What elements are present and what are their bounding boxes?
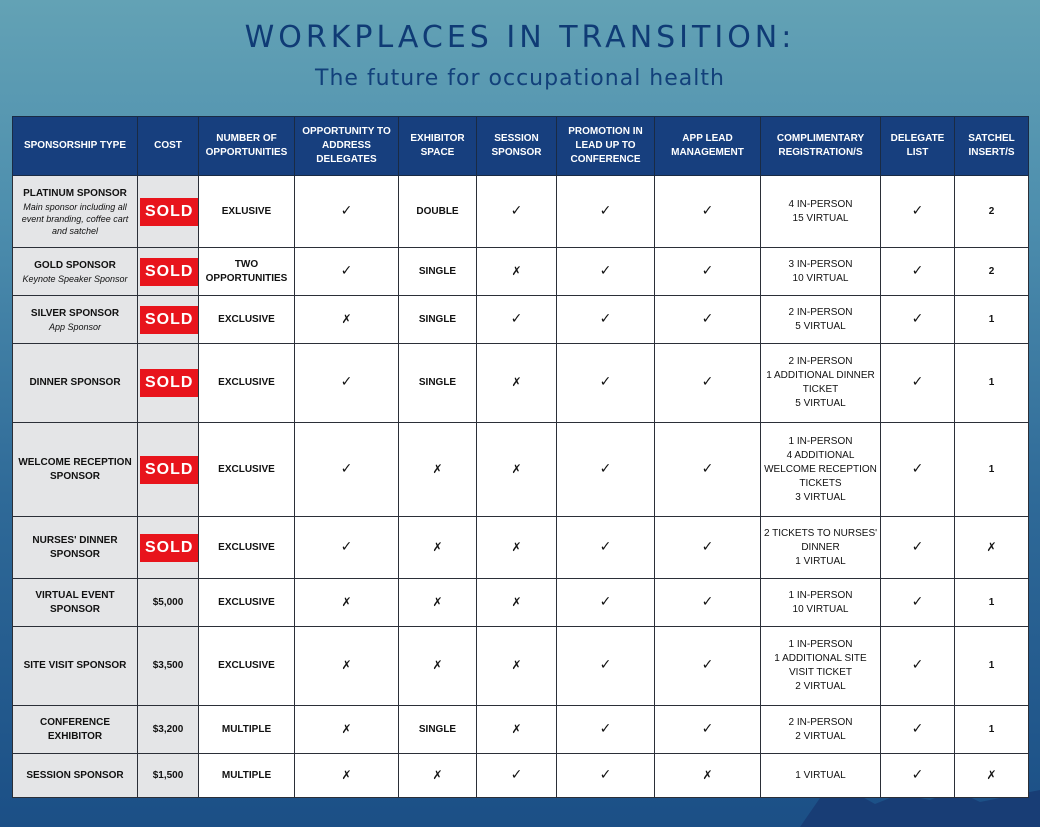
promotion-cell [557, 423, 655, 517]
app-lead-cell [655, 423, 761, 517]
promotion-cell [557, 248, 655, 296]
check-icon: ✓ [701, 720, 714, 737]
table-row [13, 754, 1029, 798]
cell-value: TWO OPPORTUNITIES [205, 258, 288, 284]
registration-cell [761, 517, 881, 579]
registration-line: 2 TICKETS TO NURSES' DINNER [763, 527, 878, 553]
address-delegates-cell [295, 344, 399, 423]
satchel-insert-cell [955, 296, 1029, 344]
registration-line: 2 IN-PERSON [788, 306, 853, 318]
check-icon: ✓ [911, 720, 924, 737]
promotion-cell [557, 579, 655, 627]
session-sponsor-cell [477, 423, 557, 517]
satchel-insert-cell [955, 176, 1029, 248]
cost-cell [138, 579, 199, 627]
cell-value: EXCLUSIVE [218, 596, 275, 608]
cross-icon: ✗ [511, 658, 522, 672]
check-icon: ✓ [701, 460, 714, 477]
column-header: APP LEAD MANAGEMENT [655, 117, 761, 176]
promotion-cell [557, 517, 655, 579]
cell-value: 2 [988, 265, 995, 277]
exhibitor-space-cell [399, 344, 477, 423]
exhibitor-space-cell [399, 248, 477, 296]
opportunities-cell [199, 627, 295, 706]
cell-value: MULTIPLE [221, 769, 272, 781]
cost-value: $1,500 [152, 769, 184, 781]
check-icon: ✓ [599, 310, 612, 327]
address-delegates-cell [295, 754, 399, 798]
exhibitor-space-cell [399, 754, 477, 798]
cell-value: SINGLE [418, 723, 457, 735]
check-icon: ✓ [701, 374, 714, 390]
exhibitor-space-cell [399, 627, 477, 706]
page-header [0, 0, 1040, 112]
cell-value: SINGLE [418, 265, 457, 277]
opportunities-cell [199, 754, 295, 798]
promotion-cell [557, 754, 655, 798]
cross-icon: ✗ [511, 721, 522, 736]
sponsorship-type-description: Keynote Speaker Sponsor [22, 273, 128, 284]
column-header: SPONSORSHIP TYPE [13, 117, 138, 176]
address-delegates-cell [295, 423, 399, 517]
cross-icon: ✗ [986, 539, 997, 554]
table-body [13, 176, 1029, 798]
check-icon: ✓ [599, 374, 612, 390]
check-icon: ✓ [599, 720, 612, 737]
delegate-list-cell [881, 627, 955, 706]
column-header: OPPORTUNITY TO ADDRESS DELEGATES [295, 117, 399, 176]
promotion-cell [557, 706, 655, 754]
registration-cell [761, 579, 881, 627]
satchel-insert-cell [955, 579, 1029, 627]
session-sponsor-cell [477, 754, 557, 798]
sponsorship-type-description: App Sponsor [48, 321, 102, 332]
sponsorship-type-cell [13, 579, 138, 627]
registration-line: 5 VIRTUAL [795, 320, 846, 332]
opportunities-cell [199, 517, 295, 579]
page-subtitle: The future for occupational health [315, 66, 725, 91]
table-row [13, 248, 1029, 296]
sponsorship-type-cell [13, 706, 138, 754]
registration-line: 10 VIRTUAL [792, 603, 849, 615]
session-sponsor-cell [477, 344, 557, 423]
registration-cell [761, 754, 881, 798]
address-delegates-cell [295, 706, 399, 754]
sponsorship-type-name: SITE VISIT SPONSOR [23, 660, 127, 671]
opportunities-cell [199, 344, 295, 423]
cross-icon: ✗ [432, 658, 443, 672]
cross-icon: ✗ [341, 594, 352, 609]
column-header: COST [138, 117, 199, 176]
check-icon: ✓ [340, 262, 353, 279]
registration-line: 1 IN-PERSON [788, 435, 853, 447]
check-icon: ✓ [701, 593, 714, 610]
delegate-list-cell [881, 176, 955, 248]
check-icon: ✓ [599, 593, 612, 610]
check-icon: ✓ [701, 538, 714, 555]
cell-value: 1 [988, 660, 995, 671]
registration-line: 1 ADDITIONAL DINNER TICKET [766, 370, 875, 395]
registration-line: 1 VIRTUAL [795, 555, 846, 567]
satchel-insert-cell [955, 248, 1029, 296]
check-icon: ✓ [911, 460, 924, 477]
table-row [13, 627, 1029, 706]
cost-cell [138, 248, 199, 296]
satchel-insert-cell [955, 754, 1029, 798]
registration-line: 10 VIRTUAL [792, 272, 849, 284]
app-lead-cell [655, 344, 761, 423]
table-row [13, 706, 1029, 754]
cross-icon: ✗ [986, 767, 997, 782]
registration-line: 2 VIRTUAL [795, 730, 846, 742]
cell-value: 1 [988, 596, 995, 608]
cost-value: $5,000 [152, 596, 184, 608]
column-header: PROMOTION IN LEAD UP TO CONFERENCE [557, 117, 655, 176]
registration-line: 1 IN-PERSON [788, 589, 853, 601]
opportunities-cell [199, 706, 295, 754]
delegate-list-cell [881, 706, 955, 754]
cross-icon: ✗ [432, 767, 443, 782]
cell-value: EXCLUSIVE [218, 377, 275, 388]
registration-cell [761, 344, 881, 423]
registration-line: 1 VIRTUAL [795, 769, 846, 781]
check-icon: ✓ [510, 766, 523, 783]
cell-value: EXLUSIVE [221, 205, 272, 217]
check-icon: ✓ [911, 202, 924, 219]
sold-badge: SOLD [140, 456, 198, 484]
session-sponsor-cell [477, 627, 557, 706]
app-lead-cell [655, 248, 761, 296]
cell-value: EXCLUSIVE [218, 660, 275, 671]
exhibitor-space-cell [399, 176, 477, 248]
cross-icon: ✗ [432, 461, 443, 476]
registration-cell [761, 296, 881, 344]
app-lead-cell [655, 176, 761, 248]
check-icon: ✓ [911, 538, 924, 555]
app-lead-cell [655, 579, 761, 627]
sold-badge: SOLD [140, 534, 198, 562]
cell-value: 1 [988, 463, 995, 475]
cell-value: DOUBLE [416, 205, 459, 217]
registration-line: 1 IN-PERSON [788, 639, 853, 650]
satchel-insert-cell [955, 706, 1029, 754]
opportunities-cell [199, 296, 295, 344]
promotion-cell [557, 627, 655, 706]
check-icon: ✓ [340, 202, 353, 219]
registration-line: 5 VIRTUAL [795, 398, 846, 409]
cost-value: $3,500 [152, 660, 184, 671]
registration-cell [761, 248, 881, 296]
sponsorship-type-name: CONFERENCE EXHIBITOR [39, 716, 110, 742]
cross-icon: ✗ [341, 311, 352, 326]
delegate-list-cell [881, 517, 955, 579]
sponsorship-type-name: DINNER SPONSOR [29, 377, 121, 388]
cost-cell [138, 754, 199, 798]
address-delegates-cell [295, 248, 399, 296]
registration-line: 4 ADDITIONAL WELCOME RECEPTION TICKETS [764, 449, 877, 489]
cross-icon: ✗ [511, 263, 522, 278]
sponsorship-type-cell [13, 176, 138, 248]
app-lead-cell [655, 296, 761, 344]
sold-badge: SOLD [140, 306, 198, 334]
check-icon: ✓ [911, 262, 924, 279]
column-header: SATCHEL INSERT/S [955, 117, 1029, 176]
check-icon: ✓ [911, 310, 924, 327]
cell-value: SINGLE [418, 377, 457, 388]
app-lead-cell [655, 754, 761, 798]
opportunities-cell [199, 579, 295, 627]
cross-icon: ✗ [341, 721, 352, 736]
table-row [13, 423, 1029, 517]
table-row [13, 344, 1029, 423]
satchel-insert-cell [955, 423, 1029, 517]
sponsorship-type-cell [13, 754, 138, 798]
registration-cell [761, 176, 881, 248]
cost-cell [138, 344, 199, 423]
sponsorship-type-description: Main sponsor including all event branding, coffee cart and satchel [21, 201, 129, 236]
check-icon: ✓ [340, 374, 353, 390]
session-sponsor-cell [477, 579, 557, 627]
cost-cell [138, 176, 199, 248]
address-delegates-cell [295, 579, 399, 627]
check-icon: ✓ [340, 460, 353, 477]
sponsorship-type-cell [13, 296, 138, 344]
sponsorship-type-cell [13, 344, 138, 423]
registration-line: 3 VIRTUAL [795, 491, 846, 503]
cell-value: EXCLUSIVE [218, 313, 275, 325]
cost-value: $3,200 [152, 723, 184, 735]
check-icon: ✓ [911, 766, 924, 783]
column-header: COMPLIMENTARY REGISTRATION/S [761, 117, 881, 176]
address-delegates-cell [295, 296, 399, 344]
registration-line: 3 IN-PERSON [788, 258, 853, 270]
delegate-list-cell [881, 296, 955, 344]
sponsorship-type-name: WELCOME RECEPTION SPONSOR [18, 456, 132, 482]
sponsorship-type-cell [13, 517, 138, 579]
session-sponsor-cell [477, 248, 557, 296]
promotion-cell [557, 176, 655, 248]
check-icon: ✓ [599, 657, 612, 673]
delegate-list-cell [881, 423, 955, 517]
cell-value: MULTIPLE [221, 723, 272, 735]
check-icon: ✓ [701, 657, 714, 673]
cost-cell [138, 423, 199, 517]
registration-line: 4 IN-PERSON [788, 198, 853, 210]
satchel-insert-cell [955, 517, 1029, 579]
app-lead-cell [655, 517, 761, 579]
address-delegates-cell [295, 627, 399, 706]
check-icon: ✓ [599, 262, 612, 279]
cost-cell [138, 296, 199, 344]
delegate-list-cell [881, 248, 955, 296]
exhibitor-space-cell [399, 579, 477, 627]
promotion-cell [557, 344, 655, 423]
table-row [13, 296, 1029, 344]
check-icon: ✓ [599, 766, 612, 783]
sponsorship-type-name: NURSES' DINNER SPONSOR [32, 534, 118, 560]
delegate-list-cell [881, 754, 955, 798]
opportunities-cell [199, 423, 295, 517]
cross-icon: ✗ [511, 539, 522, 554]
exhibitor-space-cell [399, 423, 477, 517]
cross-icon: ✗ [511, 375, 522, 389]
cell-value: SINGLE [418, 313, 457, 325]
cell-value: EXCLUSIVE [218, 541, 275, 553]
table-header-row [13, 117, 1029, 176]
check-icon: ✓ [599, 460, 612, 477]
opportunities-cell [199, 176, 295, 248]
registration-cell [761, 423, 881, 517]
sponsorship-type-name: GOLD SPONSOR [34, 259, 116, 271]
sponsorship-type-name: VIRTUAL EVENT SPONSOR [35, 589, 115, 615]
check-icon: ✓ [911, 593, 924, 610]
table-row [13, 517, 1029, 579]
sponsorship-type-cell [13, 248, 138, 296]
registration-line: 2 IN-PERSON [788, 356, 853, 367]
sponsorship-type-name: SESSION SPONSOR [26, 769, 124, 781]
check-icon: ✓ [911, 374, 924, 390]
cross-icon: ✗ [341, 767, 352, 782]
address-delegates-cell [295, 517, 399, 579]
cell-value: 1 [988, 377, 995, 388]
cross-icon: ✗ [511, 594, 522, 609]
cost-cell [138, 627, 199, 706]
cell-value: 2 [988, 205, 995, 217]
sold-badge: SOLD [140, 198, 198, 226]
session-sponsor-cell [477, 706, 557, 754]
column-header: DELEGATE LIST [881, 117, 955, 176]
cell-value: 1 [988, 313, 995, 325]
cross-icon: ✗ [341, 658, 352, 672]
sponsorship-type-cell [13, 627, 138, 706]
cell-value: EXCLUSIVE [218, 463, 275, 475]
table-row [13, 176, 1029, 248]
cell-value: 1 [988, 723, 995, 735]
table-row [13, 579, 1029, 627]
session-sponsor-cell [477, 296, 557, 344]
delegate-list-cell [881, 579, 955, 627]
exhibitor-space-cell [399, 706, 477, 754]
check-icon: ✓ [340, 538, 353, 555]
check-icon: ✓ [911, 657, 924, 673]
registration-line: 15 VIRTUAL [792, 212, 849, 224]
cross-icon: ✗ [432, 594, 443, 609]
opportunities-cell [199, 248, 295, 296]
satchel-insert-cell [955, 627, 1029, 706]
promotion-cell [557, 296, 655, 344]
cost-cell [138, 517, 199, 579]
sold-badge: SOLD [140, 258, 198, 286]
column-header: EXHIBITOR SPACE [399, 117, 477, 176]
registration-line: 2 IN-PERSON [788, 716, 853, 728]
sponsorship-type-name: PLATINUM SPONSOR [23, 187, 127, 199]
check-icon: ✓ [599, 202, 612, 219]
sold-badge: SOLD [140, 369, 198, 397]
sponsorship-table [12, 116, 1029, 798]
check-icon: ✓ [510, 310, 523, 327]
exhibitor-space-cell [399, 517, 477, 579]
cross-icon: ✗ [702, 767, 713, 782]
app-lead-cell [655, 706, 761, 754]
check-icon: ✓ [701, 310, 714, 327]
page-title: WORKPLACES IN TRANSITION: [244, 20, 796, 55]
session-sponsor-cell [477, 517, 557, 579]
column-header: SESSION SPONSOR [477, 117, 557, 176]
satchel-insert-cell [955, 344, 1029, 423]
sponsorship-type-cell [13, 423, 138, 517]
session-sponsor-cell [477, 176, 557, 248]
registration-cell [761, 627, 881, 706]
exhibitor-space-cell [399, 296, 477, 344]
check-icon: ✓ [701, 202, 714, 219]
address-delegates-cell [295, 176, 399, 248]
registration-line: 2 VIRTUAL [795, 681, 846, 692]
cost-cell [138, 706, 199, 754]
registration-cell [761, 706, 881, 754]
check-icon: ✓ [701, 262, 714, 279]
cross-icon: ✗ [432, 539, 443, 554]
check-icon: ✓ [510, 202, 523, 219]
cross-icon: ✗ [511, 461, 522, 476]
column-header: NUMBER OF OPPORTUNITIES [199, 117, 295, 176]
check-icon: ✓ [599, 538, 612, 555]
app-lead-cell [655, 627, 761, 706]
sponsorship-type-name: SILVER SPONSOR [30, 307, 120, 319]
delegate-list-cell [881, 344, 955, 423]
registration-line: 1 ADDITIONAL SITE VISIT TICKET [774, 653, 867, 678]
